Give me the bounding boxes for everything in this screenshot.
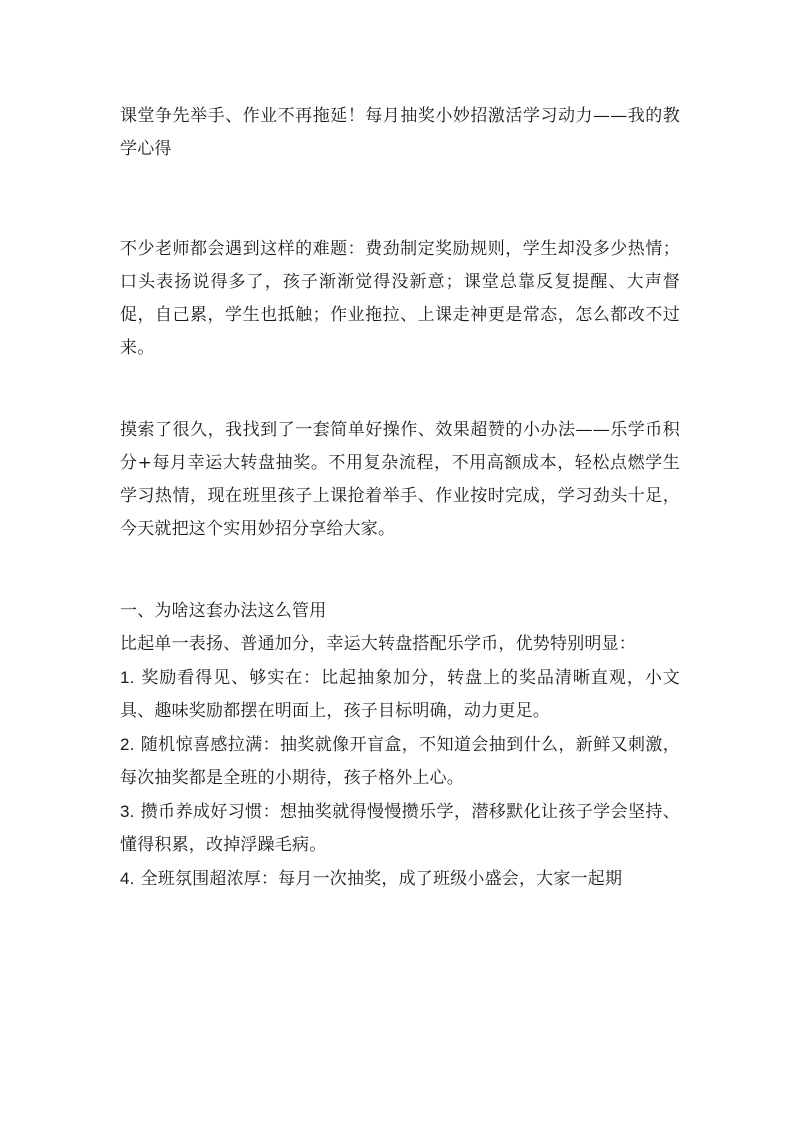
section-heading: 一、为啥这套办法这么管用	[120, 601, 327, 621]
list-item-number: 4.	[120, 869, 135, 888]
paragraph-intro: 不少老师都会遇到这样的难题：费劲制定奖励规则，学生却没多少热情；口头表扬说得多了，孩子渐渐觉得没新意；课堂总靠反复提醒、大声督促，自己累，学生也抵触；作业拖拉、上课走神更是常态，怎么都改不过来。	[120, 239, 680, 358]
list-item-text: 奖励看得见、够实在：比起抽象加分，转盘上的奖品清晰直观，小文具、趣味奖励都摆在明面上，孩子目标明确，动力更足。	[120, 668, 680, 721]
list-item-number: 3.	[120, 802, 135, 821]
paragraph-method: 摸索了很久，我找到了一套简单好操作、效果超赞的小办法——乐学币积分+每月幸运大转盘抽奖。不用复杂流程，不用高额成本，轻松点燃学生学习热情，现在班里孩子上课抢着举手、作业按时完成，学习劲头十足，今天就把这个实用妙招分享给大家。	[120, 420, 680, 539]
section-intro: 比起单一表扬、普通加分，幸运大转盘搭配乐学币，优势特别明显：	[120, 634, 636, 654]
list-item-text: 全班氛围超浓厚：每月一次抽奖，成了班级小盛会，大家一起期	[140, 869, 623, 889]
list-item-text: 攒币养成好习惯：想抽奖就得慢慢攒乐学，潜移默化让孩子学会坚持、懂得积累，改掉浮躁毛病。	[120, 802, 680, 855]
list-item-text: 随机惊喜感拉满：抽奖就像开盲盒，不知道会抽到什么，新鲜又刺激，每次抽奖都是全班的小期待，孩子格外上心。	[120, 735, 680, 788]
list-item	[120, 728, 680, 795]
list-item-number: 1.	[120, 668, 135, 687]
list-item	[120, 862, 680, 896]
list-item	[120, 661, 680, 728]
list-item	[120, 795, 680, 862]
document-title: 课堂争先举手、作业不再拖延！每月抽奖小妙招激活学习动力——我的教学心得	[120, 106, 680, 159]
list-item-number: 2.	[120, 735, 135, 754]
document-body	[120, 100, 680, 896]
